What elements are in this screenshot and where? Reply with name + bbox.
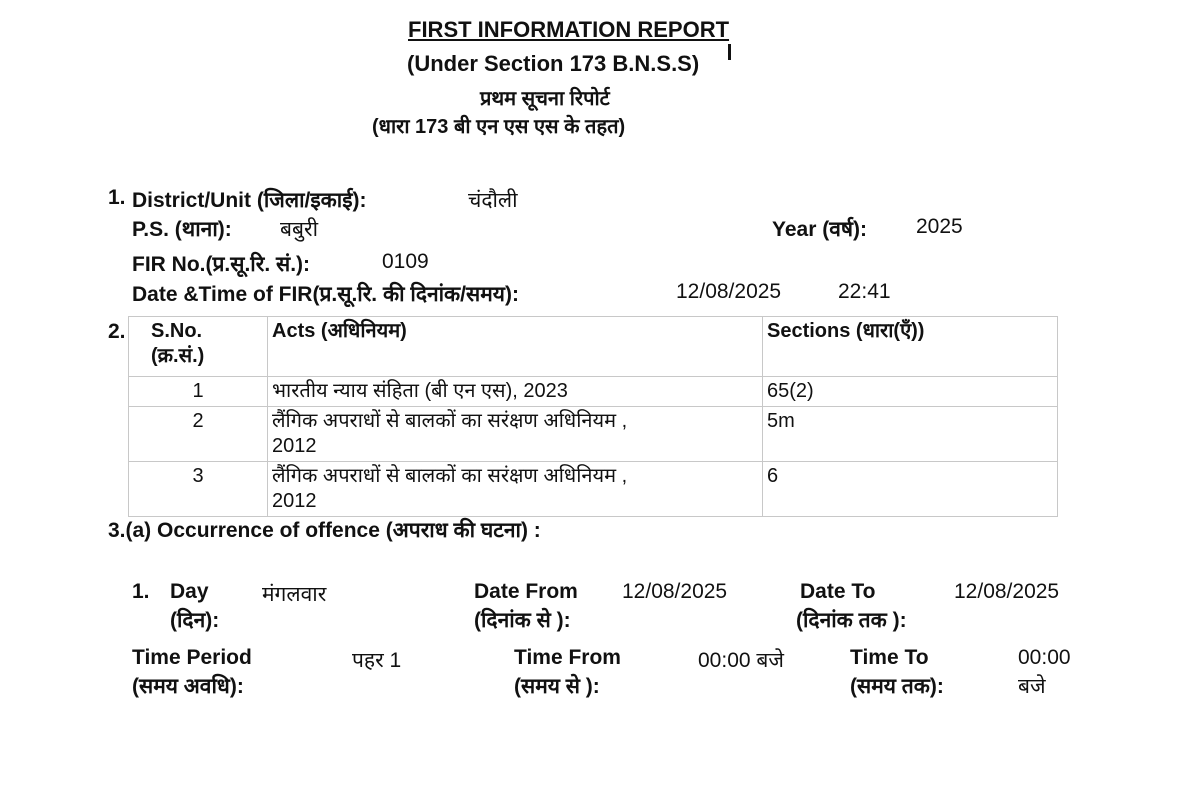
row-act (268, 407, 763, 462)
fir-datetime-label: Date &Time of FIR(प्र.सू.रि. की दिनांक/समय): (132, 283, 519, 306)
row-sno: 2 (129, 407, 268, 462)
day-label: Day (170, 580, 209, 603)
row-act-line2: 2012 (272, 435, 317, 457)
row-act-line1: भारतीय न्याय संहिता (बी एन एस), 2023 (272, 380, 568, 402)
time-to-value: 00:00 (1018, 646, 1071, 669)
occurrence-item-number: 1. (132, 580, 150, 603)
report-subtitle: (Under Section 173 B.N.S.S) (407, 51, 700, 76)
year-label: Year (वर्ष): (772, 218, 868, 241)
date-to-value: 12/08/2025 (954, 580, 1060, 603)
date-to-label: Date To (800, 580, 876, 603)
time-from-label-hindi: (समय से ): (514, 675, 600, 698)
report-subtitle-hindi: (धारा 173 बी एन एस एस के तहत) (372, 116, 626, 138)
date-from-value: 12/08/2025 (622, 580, 728, 603)
fir-time-value: 22:41 (838, 280, 891, 303)
date-to-label-hindi: (दिनांक तक ): (796, 609, 907, 632)
row-act (268, 462, 763, 517)
sections-header: Sections (धारा(एँ)) (763, 317, 1058, 377)
district-value: चंदौली (468, 189, 518, 212)
time-to-label: Time To (850, 646, 929, 669)
fir-number-label: FIR No.(प्र.सू.रि. सं.): (132, 253, 311, 276)
row-act-line2: 2012 (272, 490, 317, 512)
row-sno: 3 (129, 462, 268, 517)
section-1-number: 1. (108, 186, 126, 209)
police-station-value: बबुरी (280, 218, 319, 241)
sno-header-en: S.No. (151, 320, 203, 342)
table-header-row (129, 317, 1058, 377)
row-act (268, 377, 763, 407)
time-to-label-hindi: (समय तक): (850, 675, 944, 698)
report-title-hindi: प्रथम सूचना रिपोर्ट (480, 88, 610, 110)
acts-table (128, 316, 1058, 517)
police-station-label: P.S. (थाना): (132, 218, 232, 241)
row-sno: 1 (129, 377, 268, 407)
table-row (129, 377, 1058, 407)
row-section: 6 (763, 462, 1058, 517)
occurrence-heading: 3.(a) Occurrence of offence (अपराध की घटना) : (108, 519, 541, 542)
time-from-label: Time From (514, 646, 621, 669)
fir-number-value: 0109 (382, 250, 429, 273)
time-period-label-hindi: (समय अवधि): (132, 675, 244, 698)
time-to-value-suffix: बजे (1018, 675, 1046, 698)
date-from-label: Date From (474, 580, 578, 603)
row-section: 65(2) (763, 377, 1058, 407)
row-act-line1: लैंगिक अपराधों से बालकों का सरंक्षण अधिनियम , (272, 410, 628, 432)
text-cursor (728, 44, 731, 60)
report-title: FIRST INFORMATION REPORT (408, 17, 730, 42)
time-period-value: पहर 1 (352, 649, 402, 672)
district-label: District/Unit (जिला/इकाई): (132, 189, 367, 212)
sno-header-hi: (क्र.सं.) (151, 345, 205, 367)
sno-header (129, 317, 268, 377)
row-act-line1: लैंगिक अपराधों से बालकों का सरंक्षण अधिनियम , (272, 465, 628, 487)
row-section: 5m (763, 407, 1058, 462)
table-row (129, 407, 1058, 462)
year-value: 2025 (916, 215, 963, 238)
table-row (129, 462, 1058, 517)
time-period-label: Time Period (132, 646, 252, 669)
acts-header: Acts (अधिनियम) (268, 317, 763, 377)
day-value: मंगलवार (262, 583, 327, 606)
section-2-number: 2. (108, 320, 126, 343)
time-from-value: 00:00 बजे (698, 649, 784, 672)
date-from-label-hindi: (दिनांक से ): (474, 609, 571, 632)
day-label-hindi: (दिन): (170, 609, 220, 632)
fir-date-value: 12/08/2025 (676, 280, 782, 303)
